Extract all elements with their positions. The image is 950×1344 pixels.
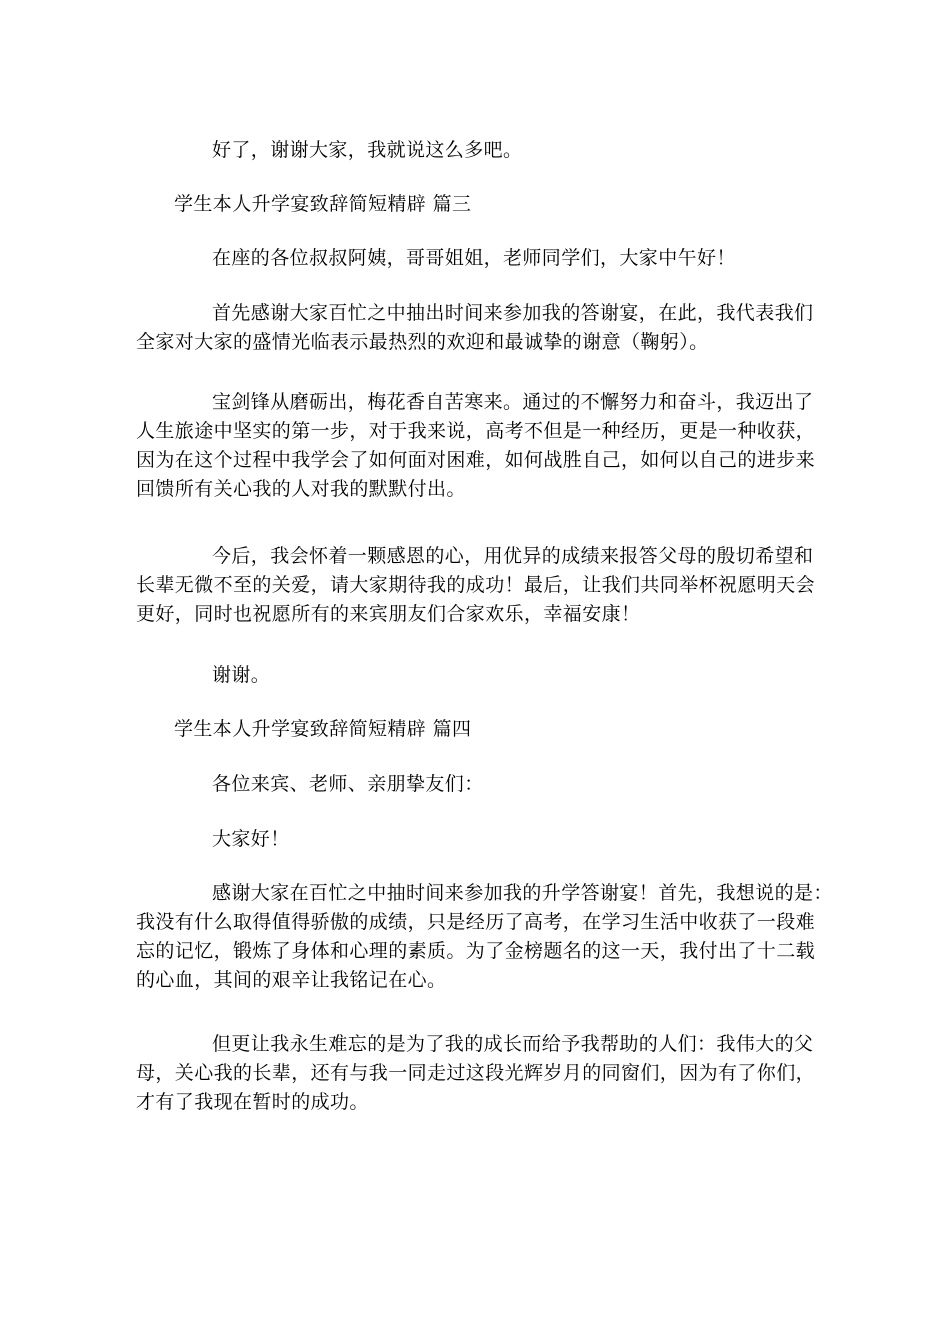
- text-line: 感谢大家在百忙之中抽时间来参加我的升学答谢宴！首先，我想说的是：: [212, 882, 833, 904]
- text-line: 谢谢。: [212, 664, 271, 686]
- text-line: 各位来宾、老师、亲朋挚友们：: [212, 773, 484, 795]
- paragraph-closing: [136, 136, 836, 165]
- text-line: 首先感谢大家百忙之中抽出时间来参加我的答谢宴，在此，我代表我们: [212, 302, 814, 324]
- paragraph-hello: [136, 825, 836, 854]
- text-line: 我没有什么取得值得骄傲的成绩，只是经历了高考，在学习生活中收获了一段难: [136, 911, 816, 933]
- text-line: 的心血，其间的艰辛让我铭记在心。: [136, 969, 447, 991]
- text-line: 好了，谢谢大家，我就说这么多吧。: [212, 139, 523, 161]
- text-line: 长辈无微不至的关爱，请大家期待我的成功！最后，让我们共同举杯祝愿明天会: [136, 574, 816, 596]
- section-heading-4: 学生本人升学宴致辞简短精辟 篇四: [174, 718, 472, 740]
- text-line: 今后，我会怀着一颗感恩的心，用优异的成绩来报答父母的殷切希望和: [212, 545, 814, 567]
- paragraph-end: [136, 661, 836, 690]
- text-line: 因为在这个过程中我学会了如何面对困难，如何战胜自己，如何以自己的进步来: [136, 449, 816, 471]
- text-line: 才有了我现在暂时的成功。: [136, 1091, 369, 1113]
- text-line: 人生旅途中坚实的第一步，对于我来说，高考不但是一种经历，更是一种收获，: [136, 420, 816, 442]
- text-line: 全家对大家的盛情光临表示最热烈的欢迎和最诚挚的谢意（鞠躬）。: [136, 331, 709, 353]
- text-line: 宝剑锋从磨砺出，梅花香自苦寒来。通过的不懈努力和奋斗，我迈出了: [212, 391, 814, 413]
- text-line: 回馈所有关心我的人对我的默默付出。: [136, 478, 466, 500]
- paragraph-thanks: [136, 299, 836, 357]
- paragraph-grateful: [136, 1030, 836, 1117]
- section-heading-3: 学生本人升学宴致辞简短精辟 篇三: [174, 193, 472, 215]
- text-line: 但更让我永生难忘的是为了我的成长而给予我帮助的人们：我伟大的父: [212, 1033, 814, 1055]
- paragraph-greeting: [136, 244, 836, 273]
- paragraph-sword: [136, 388, 836, 504]
- paragraph-thanks-4: [136, 879, 836, 995]
- text-line: 更好，同时也祝愿所有的来宾朋友们合家欢乐，幸福安康！: [136, 603, 641, 625]
- text-line: 在座的各位叔叔阿姨，哥哥姐姐，老师同学们，大家中午好！: [212, 247, 736, 269]
- text-line: 大家好！: [212, 828, 290, 850]
- paragraph-greeting-4: [136, 770, 836, 799]
- paragraph-future: [136, 542, 836, 629]
- text-line: 母，关心我的长辈，还有与我一同走过这段光辉岁月的同窗们，因为有了你们，: [136, 1062, 816, 1084]
- text-line: 忘的记忆，锻炼了身体和心理的素质。为了金榜题名的这一天，我付出了十二载: [136, 940, 816, 962]
